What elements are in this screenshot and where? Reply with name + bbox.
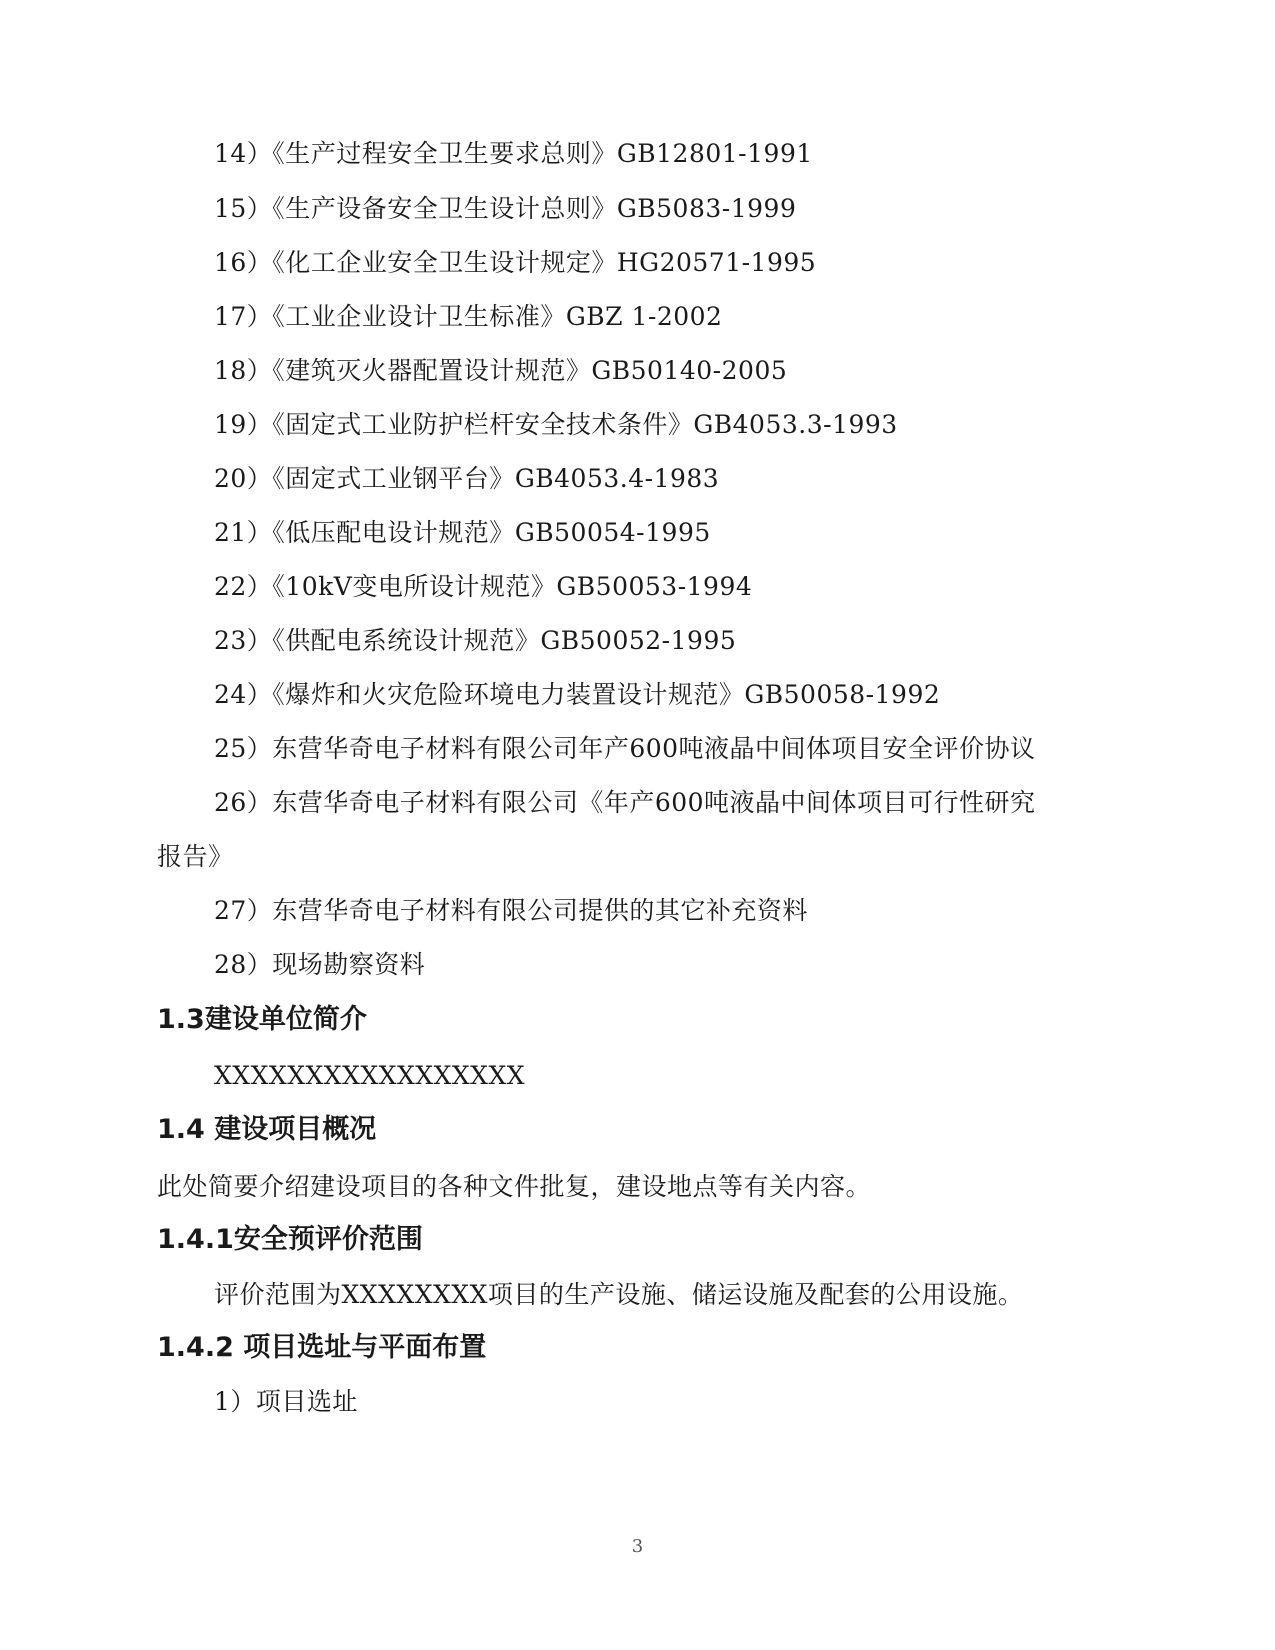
reference-item: 19）《固定式工业防护栏杆安全技术条件》GB4053.3-1993	[214, 410, 898, 439]
reference-item: 28）现场勘察资料	[214, 950, 426, 979]
section-heading-1-3: 1.3建设单位简介	[157, 1004, 367, 1035]
section-heading-1-4-2: 1.4.2 项目选址与平面布置	[157, 1332, 487, 1363]
reference-item: 27）东营华奇电子材料有限公司提供的其它补充资料	[214, 896, 808, 925]
reference-item: 17）《工业企业设计卫生标准》GBZ 1-2002	[214, 302, 723, 331]
reference-item: 16）《化工企业安全卫生设计规定》HG20571-1995	[214, 248, 817, 277]
reference-item: 26）东营华奇电子材料有限公司《年产600吨液晶中间体项目可行性研究	[214, 788, 1036, 817]
reference-item: 20）《固定式工业钢平台》GB4053.4-1983	[214, 464, 720, 493]
reference-item: 14）《生产过程安全卫生要求总则》GB12801-1991	[214, 139, 813, 168]
reference-item: 15）《生产设备安全卫生设计总则》GB5083-1999	[214, 194, 797, 223]
section-body-1-4: 此处简要介绍建设项目的各种文件批复，建设地点等有关内容。	[157, 1172, 872, 1201]
reference-item: 24）《爆炸和火灾危险环境电力装置设计规范》GB50058-1992	[214, 680, 941, 709]
section-heading-1-4: 1.4 建设项目概况	[157, 1114, 377, 1145]
section-body-1-4-1: 评价范围为XXXXXXXX项目的生产设施、储运设施及配套的公用设施。	[214, 1280, 1024, 1309]
reference-item: 18）《建筑灭火器配置设计规范》GB50140-2005	[214, 356, 788, 385]
reference-item: 25）东营华奇电子材料有限公司年产600吨液晶中间体项目安全评价协议	[214, 734, 1036, 763]
section-heading-1-4-1: 1.4.1安全预评价范围	[157, 1224, 423, 1255]
reference-item: 23）《供配电系统设计规范》GB50052-1995	[214, 626, 737, 655]
section-body-1-3: XXXXXXXXXXXXXXXXX	[214, 1061, 526, 1090]
section-item-1-4-2: 1）项目选址	[214, 1387, 358, 1416]
reference-item: 22）《10kV变电所设计规范》GB50053-1994	[214, 572, 753, 601]
page-number: 3	[631, 1536, 644, 1557]
reference-item-continuation: 报告》	[157, 842, 234, 871]
reference-item: 21）《低压配电设计规范》GB50054-1995	[214, 518, 711, 547]
